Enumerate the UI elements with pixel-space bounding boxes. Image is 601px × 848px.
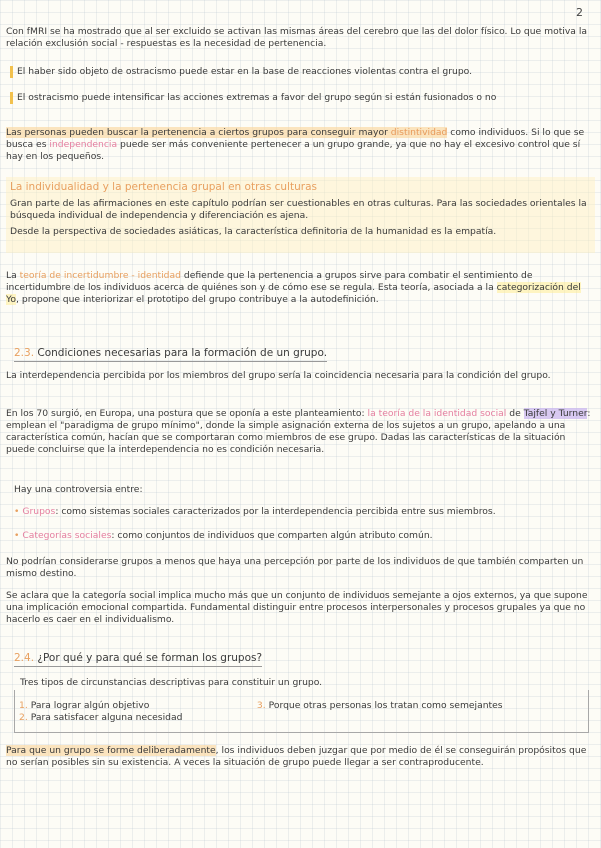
interdependence-paragraph: La interdependencia percibida por los miembros del grupo sería la coincidencia necesaria para la condición del grupo. (6, 370, 551, 381)
section-2-4-number: 2.4. (14, 652, 35, 664)
term-grupos: Grupos (22, 506, 56, 517)
circumstance-1: 1. Para lograr algún objetivo (19, 700, 150, 711)
section-2-3-title: Condiciones necesarias para la formación de un grupo. (37, 347, 328, 359)
emotional-paragraph: Se aclara que la categoría social implica mucho más que un conjunto de individuos semejante a ojos externos, ya que supone una implicación emocional compartida. Fundamental distinguir entre procesos interpersonales y procesos grupales ya que no hacerlo es caer en el individualismo. (6, 590, 588, 625)
term-tajfel-turner: Tajfel y Turner (523, 408, 588, 419)
controversy-line: Hay una controversia entre: (14, 484, 143, 495)
section-2-3-number: 2.3. (14, 347, 35, 359)
term-deliberate-formation: Para que un grupo se forme deliberadamente (6, 745, 216, 756)
bullet-groups: • Grupos: como sistemas sociales caracterizados por la interdependencia percibida entre sus miembros. (14, 506, 496, 517)
circumstances-box (14, 690, 589, 733)
fmri-paragraph (6, 26, 593, 50)
uncertainty-paragraph: La teoría de incertidumbre - identidad defiende que la pertenencia a grupos sirve para combatir el sentimiento de incertidumbre de los individuos acerca de quiénes son y de cómo ese se regula. Esta teoría, asociada a la categorización del Yo, propone que interiorizar el prototipo del grupo contribuye a la autodefinición. (6, 270, 581, 305)
term-self-categorization: categorización del Yo (6, 282, 581, 305)
fmri-text: Con fMRI se ha mostrado que al ser excluido se activan las mismas áreas del cerebro que las del dolor físico. Lo que motiva la relación exclusión social - respuestas es la necesidad de pertenencia. (6, 26, 588, 49)
ostracism-violence-line: El haber sido objeto de ostracismo puede estar en la base de reacciones violentas contra el grupo. (10, 66, 593, 78)
term-uncertainty-theory: teoría de incertidumbre - identidad (19, 270, 181, 281)
term-distintividad: distintividad (390, 127, 448, 138)
term-independencia: independencia (49, 139, 118, 150)
culture-callout-line2: Desde la perspectiva de sociedades asiáticas, la característica definitoria de la humanidad es la empatía. (10, 226, 497, 237)
section-2-4-title: ¿Por qué y para qué se forman los grupos? (37, 652, 263, 664)
circumstance-2: 2. Para satisfacer alguna necesidad (19, 712, 183, 723)
culture-callout (6, 177, 595, 253)
social-identity-paragraph: En los 70 surgió, en Europa, una postura que se oponía a este planteamiento: la teoría de la identidad social de Tajfel y Turner: emplean el "paradigma de grupo mínimo", donde la simple asignación externa de los sujetos a un grupo, apelando a una característica común, hacían que se comportaran como miembros de ese grupo. Dadas las características de la situación puede concluirse que la interdependencia no es condición necesaria. (6, 408, 591, 455)
circumstances-left-col (19, 700, 254, 724)
term-social-identity-theory: la teoría de la identidad social (367, 408, 507, 419)
ostracism-extreme-line: El ostracismo puede intensificar las acciones extremas a favor del grupo según si están fusionados o no (10, 92, 593, 104)
circumstances-intro: Tres tipos de circunstancias descriptivas para constituir un grupo. (20, 677, 323, 688)
page-number: 2 (576, 6, 583, 19)
distinctiveness-paragraph: Las personas pueden buscar la pertenencia a ciertos grupos para conseguir mayor distintividad como individuos. Si lo que se busca es independencia puede ser más conveniente pertenecer a un grupo grande, ya que no hay el excesivo control que sí hay en los pequeños. (6, 127, 585, 162)
circumstance-3: 3. Porque otras personas los tratan como semejantes (256, 700, 503, 711)
deliberate-formation-paragraph: Para que un grupo se forme deliberadamente, los individuos deben juzgar que por medio de él se conseguirán propósitos que no serían posibles sin su existencia. A veces la situación de grupo puede llegar a ser contraproducente. (6, 745, 587, 768)
bullet-categories: • Categorías sociales: como conjuntos de individuos que comparten algún atributo común. (14, 530, 433, 541)
term-categorias-sociales: Categorías sociales (22, 530, 112, 541)
section-2-3-heading (14, 346, 327, 362)
section-2-4-heading (14, 651, 262, 667)
culture-callout-line1: Gran parte de las afirmaciones en este capítulo podrían ser cuestionables en otras culturas. Para las sociedades orientales la búsqueda individual de independencia y diferenciación es ajena. (10, 198, 587, 221)
shared-destiny-paragraph: No podrían considerarse grupos a menos que haya una percepción por parte de los individuos de que también comparten un mismo destino. (6, 556, 584, 579)
culture-callout-title: La individualidad y la pertenencia grupal en otras culturas (10, 181, 317, 193)
